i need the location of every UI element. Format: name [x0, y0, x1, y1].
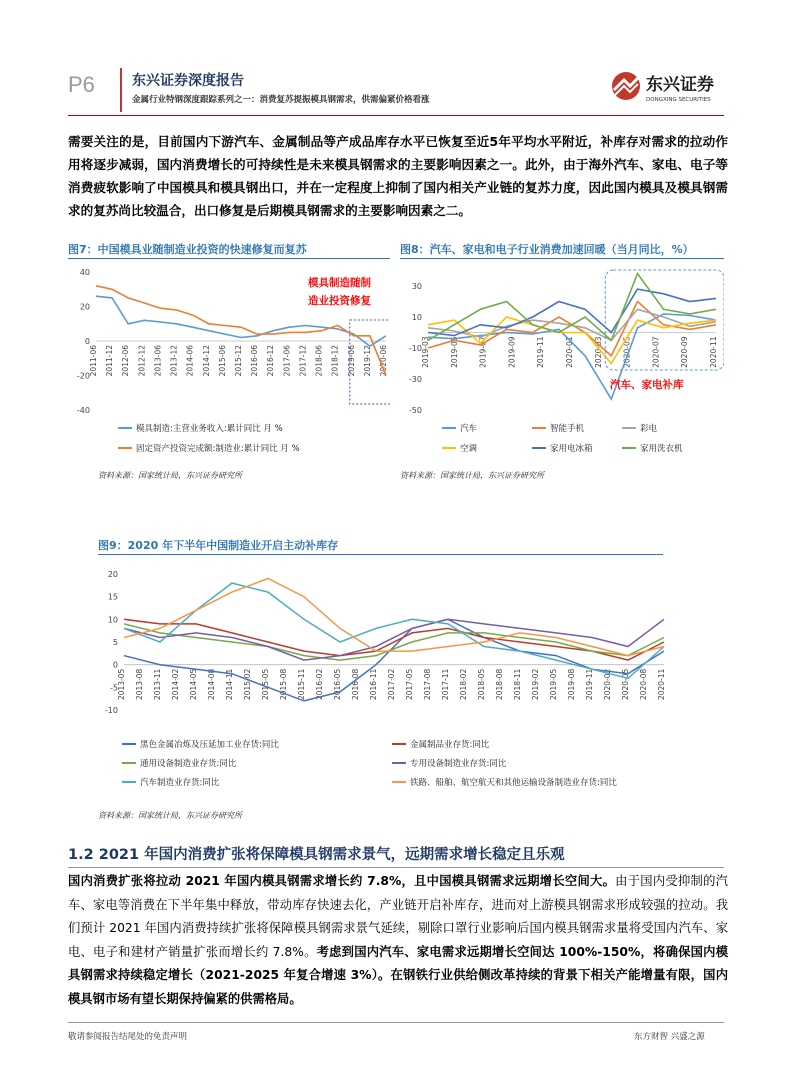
legend-label: 空调	[460, 444, 478, 454]
x-tick-label: 2018-06	[314, 345, 324, 377]
x-tick-label: 2020-05	[622, 336, 632, 368]
x-tick-label: 2019-07	[478, 336, 488, 368]
logo-sub-text: DONGXING SECURITIES	[646, 97, 711, 103]
x-tick-label: 2012-12	[137, 345, 147, 377]
x-tick-label: 2016-06	[250, 345, 260, 377]
x-tick-label: 2017-08	[423, 668, 432, 701]
section-heading: 1.2 2021 年国内消费扩张将保障模具钢需求景气，远期需求增长稳定且乐观	[68, 847, 565, 863]
fig8-source: 资料来源：国家统计局，东兴证券研究所	[400, 471, 544, 480]
fig8-title: 图8：汽车、家电和电子行业消费加速回暖（当月同比，%）	[400, 243, 694, 256]
header-divider	[120, 68, 122, 112]
x-tick-label: 2015-05	[261, 668, 270, 701]
report-title: 东兴证券深度报告	[132, 73, 244, 89]
x-tick-label: 2020-05	[621, 668, 630, 701]
logo-text: 东兴证券	[646, 75, 714, 95]
x-tick-label: 2014-05	[189, 668, 198, 701]
x-tick-label: 2020-02	[603, 668, 612, 701]
x-tick-label: 2016-02	[315, 668, 324, 701]
fig8-chart	[400, 262, 724, 467]
y-tick-label: -10	[408, 344, 422, 353]
x-tick-label: 2018-11	[513, 668, 522, 701]
x-tick-label: 2014-06	[185, 345, 195, 377]
x-tick-label: 2019-06	[346, 345, 356, 377]
legend-label: 固定资产投资完成额:制造业:累计同比 月 %	[136, 444, 300, 454]
x-tick-label: 2015-02	[243, 668, 252, 701]
x-tick-label: 2019-03	[421, 336, 430, 368]
y-tick-label: 0	[112, 660, 118, 670]
legend-label: 家用洗衣机	[640, 444, 683, 454]
x-tick-label: 2013-11	[153, 668, 162, 701]
x-tick-label: 2020-03	[593, 336, 603, 368]
fig8-rule	[400, 258, 724, 259]
x-tick-label: 2019-05	[449, 336, 459, 368]
fig7-annotation-2: 造业投资修复	[308, 295, 371, 307]
y-tick-label: -50	[408, 406, 422, 415]
x-tick-label: 2019-09	[507, 336, 517, 368]
x-tick-label: 2019-11	[536, 336, 546, 368]
fig9-rule	[98, 554, 663, 555]
x-tick-label: 2013-12	[169, 345, 179, 377]
legend-label: 铁路、船舶、航空航天和其他运输设备制造业存货:同比	[410, 778, 617, 788]
x-tick-label: 2020-11	[709, 336, 718, 368]
section-bold-tail: 考虑到国内汽车、家电需求远期增长空间达 100%-150%，将确保国内模具钢需求持续稳定增长（2021-2025 年复合增速 3%）。在钢铁行业供给侧改革持续的背景下相关产能增量有限，国内模具钢市场有望长期保持偏紧的供需格局。	[68, 944, 728, 1006]
x-tick-label: 2014-12	[201, 345, 211, 377]
legend-label: 家用电冰箱	[550, 444, 593, 454]
x-tick-label: 2016-05	[333, 668, 342, 701]
x-tick-label: 2020-11	[657, 668, 666, 701]
section-bold-lead: 国内消费扩张将拉动 2021 年国内模具钢需求增长约 7.8%，且中国模具钢需求远期增长空间大。	[68, 874, 616, 888]
y-tick-label: 30	[411, 282, 422, 291]
y-tick-label: 40	[79, 268, 90, 277]
section-paragraph	[68, 870, 728, 1011]
x-tick-label: 2020-08	[639, 668, 648, 701]
legend-label: 黑色金属冶炼及压延加工业存货:同比	[140, 740, 279, 750]
legend-label: 专用设备制造业存货:同比	[410, 759, 507, 769]
y-tick-label: -5	[110, 683, 118, 693]
section-rule	[68, 867, 724, 868]
y-tick-label: 10	[107, 615, 118, 625]
x-tick-label: 2018-05	[477, 668, 486, 701]
x-tick-label: 2014-08	[207, 668, 216, 701]
footer-rule	[68, 1022, 724, 1023]
x-tick-label: 2011-12	[105, 345, 115, 377]
fig7-title: 图7：中国模具业随制造业投资的快速修复而复苏	[68, 243, 307, 256]
y-tick-label: -30	[408, 375, 422, 384]
legend-label: 彩电	[640, 424, 658, 434]
series-line-6	[124, 579, 664, 656]
company-logo	[610, 68, 726, 110]
x-tick-label: 2016-11	[369, 668, 378, 701]
header-rule	[68, 115, 724, 116]
page-number: P6	[68, 72, 95, 97]
y-tick-label: 15	[107, 592, 118, 602]
x-tick-label: 2016-08	[351, 668, 360, 701]
series-line-5	[124, 583, 664, 678]
series-line-5	[428, 289, 716, 336]
fig7-annotation-1: 模具制造随制	[308, 277, 371, 289]
legend-label: 智能手机	[550, 424, 585, 434]
fig8-annotation: 汽车、家电补库	[610, 379, 684, 391]
x-tick-label: 2015-06	[217, 345, 227, 377]
x-tick-label: 2020-06	[379, 345, 388, 377]
x-tick-label: 2014-02	[171, 668, 180, 701]
series-line-2	[124, 619, 664, 660]
x-tick-label: 2020-07	[651, 336, 661, 368]
series-line-6	[428, 274, 716, 341]
x-tick-label: 2019-12	[362, 345, 372, 377]
logo-mark-icon	[610, 68, 726, 110]
x-tick-label: 2019-02	[531, 668, 540, 701]
intro-paragraph: 需要关注的是，目前国内下游汽车、金属制品等产成品库存水平已恢复至近5年平均水平附近，补库存对需求的拉动作用将逐步减弱，国内消费增长的可持续性是未来模具钢需求的主要影响因素之一。此外，由于海外汽车、家电、电子等消费疲软影响了中国模具和模具钢出口，并在一定程度上抑制了国内相关产业链的复苏力度，因此国内模具及模具钢需求的复苏尚比较温合，出口修复是后期模具钢需求的主要影响因素之二。	[68, 134, 728, 218]
x-tick-label: 2015-11	[297, 668, 306, 701]
x-tick-label: 2017-02	[387, 668, 396, 701]
footer-slogan: 东方财智 兴盛之源	[634, 1032, 705, 1042]
legend-label: 汽车制造业存货:同比	[140, 778, 220, 788]
y-tick-label: -40	[76, 406, 90, 415]
x-tick-label: 2016-12	[266, 345, 276, 377]
x-tick-label: 2020-01	[565, 336, 574, 368]
fig7-source: 资料来源：国家统计局，东兴证券研究所	[98, 471, 242, 480]
x-tick-label: 2013-08	[135, 668, 144, 701]
fig7-chart	[68, 262, 390, 467]
x-tick-label: 2014-11	[225, 668, 234, 701]
fig9-chart	[98, 560, 668, 795]
legend-label: 汽车	[460, 424, 478, 434]
legend-label: 金属制品业存货:同比	[410, 740, 490, 750]
y-tick-label: 5	[112, 638, 118, 647]
x-tick-label: 2017-05	[405, 668, 414, 701]
x-tick-label: 2018-08	[495, 668, 504, 701]
report-subtitle: 金属行业特钢深度跟踪系列之一：消费复苏提振模具钢需求，供需偏紧价格看涨	[132, 95, 430, 105]
fig9-source: 资料来源：国家统计局，东兴证券研究所	[98, 811, 242, 820]
x-tick-label: 2015-12	[234, 345, 243, 377]
x-tick-label: 2015-08	[279, 668, 288, 701]
footer-disclaimer: 敬请参阅报告结尾处的免责声明	[68, 1032, 188, 1042]
y-tick-label: 10	[411, 313, 422, 322]
x-tick-label: 2019-05	[549, 668, 558, 701]
x-tick-label: 2018-02	[459, 668, 468, 701]
x-tick-label: 2017-12	[298, 345, 308, 377]
x-tick-label: 2019-11	[585, 668, 594, 701]
y-tick-label: -10	[104, 706, 118, 715]
x-tick-label: 2012-06	[121, 345, 131, 377]
x-tick-label: 2020-09	[680, 336, 690, 368]
x-tick-label: 2018-12	[330, 345, 340, 377]
y-tick-label: 20	[107, 570, 118, 579]
legend-label: 通用设备制造业存货:同比	[140, 759, 237, 769]
x-tick-label: 2017-11	[441, 668, 450, 701]
fig9-title: 图9：2020 年下半年中国制造业开启主动补库存	[98, 539, 339, 552]
fig7-rule	[68, 258, 390, 259]
legend-label: 模具制造:主营业务收入:累计同比 月 %	[136, 424, 283, 434]
x-tick-label: 2019-08	[567, 668, 576, 701]
y-tick-label: -20	[76, 371, 90, 381]
x-tick-label: 2011-06	[89, 345, 98, 377]
x-tick-label: 2017-06	[282, 345, 292, 377]
x-tick-label: 2013-06	[153, 345, 163, 377]
section-normal-text: 由于国内受抑制的汽车、家电等消费在下半年集中释放，带动库存快速去化，产业链开启补库存，进而对上游模具钢需求形成较强的拉动。我们预计 2021 年国内消费持续扩张将保障模具钢需求景气延续，剔除口罩行业影响后国内模具钢需求量将受国内汽车、家电、电子和建材产销量扩张而增长约 7.8%。	[68, 874, 728, 959]
y-tick-label: 20	[79, 302, 90, 312]
y-tick-label: 0	[84, 337, 90, 346]
x-tick-label: 2013-05	[117, 668, 126, 701]
